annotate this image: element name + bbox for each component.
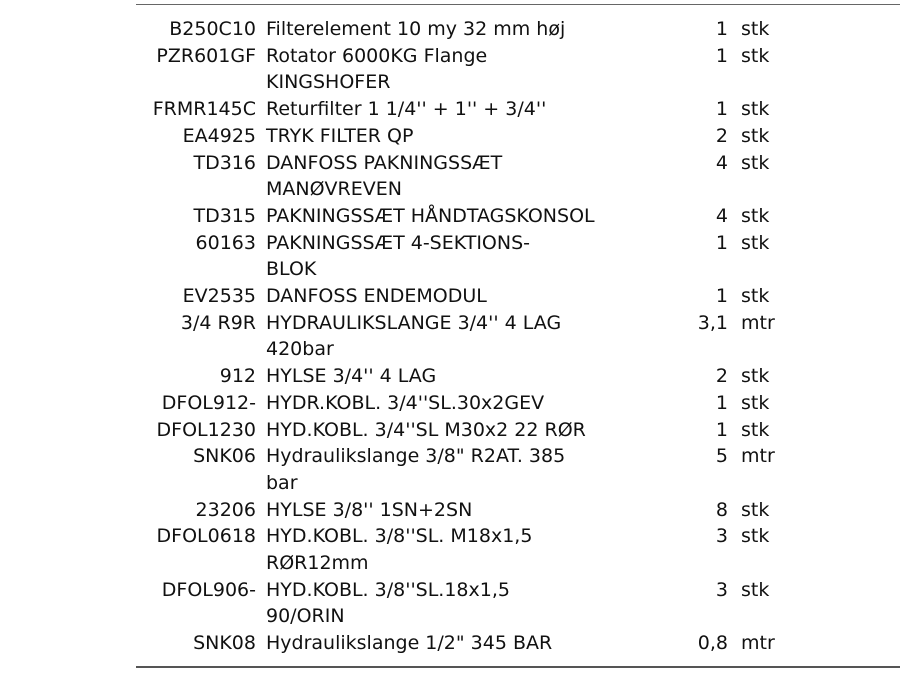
item-quantity: 0,8 [697, 632, 728, 655]
table-row [0, 523, 900, 576]
item-description [266, 523, 646, 576]
table-row [0, 96, 900, 123]
item-description-line: HYDRAULIKSLANGE 3/4'' 4 LAG [266, 311, 562, 334]
item-description-line: HYLSE 3/8'' 1SN+2SN [266, 498, 473, 521]
table-row [0, 497, 900, 524]
item-description-line: PAKNINGSSÆT HÅNDTAGSKONSOL [266, 204, 595, 227]
item-number: FRMR145C [152, 98, 256, 121]
item-quantity: 1 [715, 98, 728, 121]
item-unit: stk [741, 231, 770, 254]
item-number: DFOL0618 [156, 525, 256, 548]
item-number: EA4925 [182, 124, 256, 147]
item-unit: stk [741, 391, 770, 414]
item-number: 3/4 R9R [180, 311, 256, 334]
item-description [266, 363, 646, 390]
item-number: 23206 [195, 498, 256, 521]
item-description [266, 16, 646, 43]
item-unit: stk [741, 365, 770, 388]
item-quantity: 2 [715, 365, 728, 388]
table-row [0, 577, 900, 630]
item-description-line: RØR12mm [266, 552, 369, 575]
table-row [0, 150, 900, 203]
table-row [0, 363, 900, 390]
item-description [266, 497, 646, 524]
item-unit: stk [741, 151, 770, 174]
item-description [266, 203, 646, 230]
item-quantity: 1 [715, 391, 728, 414]
table-row [0, 390, 900, 417]
item-number: EV2535 [182, 285, 256, 308]
item-description [266, 630, 646, 657]
item-description-line: Filterelement 10 my 32 mm høj [266, 18, 566, 40]
item-description-line: TRYK FILTER QP [266, 124, 414, 147]
item-description-line: PAKNINGSSÆT 4-SEKTIONS- [266, 231, 531, 254]
item-description [266, 443, 646, 496]
item-description-line: Hydraulikslange 1/2" 345 BAR [266, 632, 553, 655]
item-unit: stk [741, 204, 770, 227]
item-number: DFOL906- [161, 578, 256, 601]
item-unit: stk [741, 285, 770, 308]
item-description [266, 283, 646, 310]
item-description-line: MANØVREVEN [266, 178, 402, 201]
item-description [266, 577, 646, 630]
item-number: 912 [219, 365, 256, 388]
item-quantity: 1 [715, 285, 728, 308]
table-row [0, 283, 900, 310]
item-number: SNK06 [193, 445, 256, 468]
item-description [266, 310, 646, 363]
item-description [266, 43, 646, 96]
item-description-line: Returfilter 1 1/4'' + 1'' + 3/4'' [266, 98, 547, 121]
item-description [266, 96, 646, 123]
item-quantity: 2 [715, 124, 728, 147]
item-description-line: DANFOSS ENDEMODUL [266, 285, 487, 308]
item-unit: stk [741, 498, 770, 521]
item-unit: stk [741, 18, 770, 40]
item-description-line: 90/ORIN [266, 605, 345, 628]
table-row [0, 123, 900, 150]
item-number: 60163 [195, 231, 256, 254]
item-quantity: 4 [715, 151, 728, 174]
item-unit: stk [741, 418, 770, 441]
item-unit: mtr [741, 632, 775, 655]
table-row [0, 43, 900, 96]
item-unit: stk [741, 525, 770, 548]
item-quantity: 1 [715, 418, 728, 441]
table-row [0, 417, 900, 444]
item-quantity: 5 [715, 445, 728, 468]
item-number: PZR601GF [156, 44, 256, 67]
item-description [266, 123, 646, 150]
item-unit: mtr [741, 445, 775, 468]
item-description [266, 150, 646, 203]
item-description-line: Hydraulikslange 3/8" R2AT. 385 [266, 445, 566, 468]
item-quantity: 4 [715, 204, 728, 227]
item-number: DFOL1230 [156, 418, 256, 441]
item-unit: mtr [741, 311, 775, 334]
item-quantity: 3 [715, 525, 728, 548]
item-unit: stk [741, 578, 770, 601]
item-description-line: HYLSE 3/4'' 4 LAG [266, 365, 437, 388]
item-description-line: DANFOSS PAKNINGSSÆT [266, 151, 503, 174]
item-unit: stk [741, 124, 770, 147]
item-unit: stk [741, 44, 770, 67]
item-description-line: HYD.KOBL. 3/4''SL M30x2 22 RØR [266, 418, 586, 441]
item-description-line: HYDR.KOBL. 3/4''SL.30x2GEV [266, 391, 545, 414]
parts-list [0, 16, 900, 657]
table-row [0, 16, 900, 43]
table-row [0, 630, 900, 657]
item-number: DFOL912- [161, 391, 256, 414]
item-quantity: 3 [715, 578, 728, 601]
item-quantity: 1 [715, 231, 728, 254]
item-description-line: bar [266, 471, 298, 494]
header-divider [136, 4, 900, 5]
item-description-line: Rotator 6000KG Flange [266, 44, 488, 67]
item-quantity: 3,1 [697, 311, 728, 334]
table-row [0, 310, 900, 363]
column-headers [0, 0, 900, 6]
item-description-line: 420bar [266, 338, 334, 361]
table-row [0, 203, 900, 230]
item-description-line: KINGSHOFER [266, 71, 391, 94]
item-unit: stk [741, 98, 770, 121]
item-number: B250C10 [169, 18, 256, 40]
item-description [266, 417, 646, 444]
item-quantity: 8 [715, 498, 728, 521]
item-description [266, 390, 646, 417]
item-description-line: HYD.KOBL. 3/8''SL.18x1,5 [266, 578, 510, 601]
item-number: SNK08 [193, 632, 256, 655]
item-description-line: BLOK [266, 258, 317, 281]
item-number: TD316 [193, 151, 256, 174]
item-description [266, 230, 646, 283]
item-description-line: HYD.KOBL. 3/8''SL. M18x1,5 [266, 525, 533, 548]
item-quantity: 1 [715, 18, 728, 40]
item-number: TD315 [193, 204, 256, 227]
footer-divider [136, 666, 900, 668]
table-row [0, 230, 900, 283]
item-quantity: 1 [715, 44, 728, 67]
table-row [0, 443, 900, 496]
